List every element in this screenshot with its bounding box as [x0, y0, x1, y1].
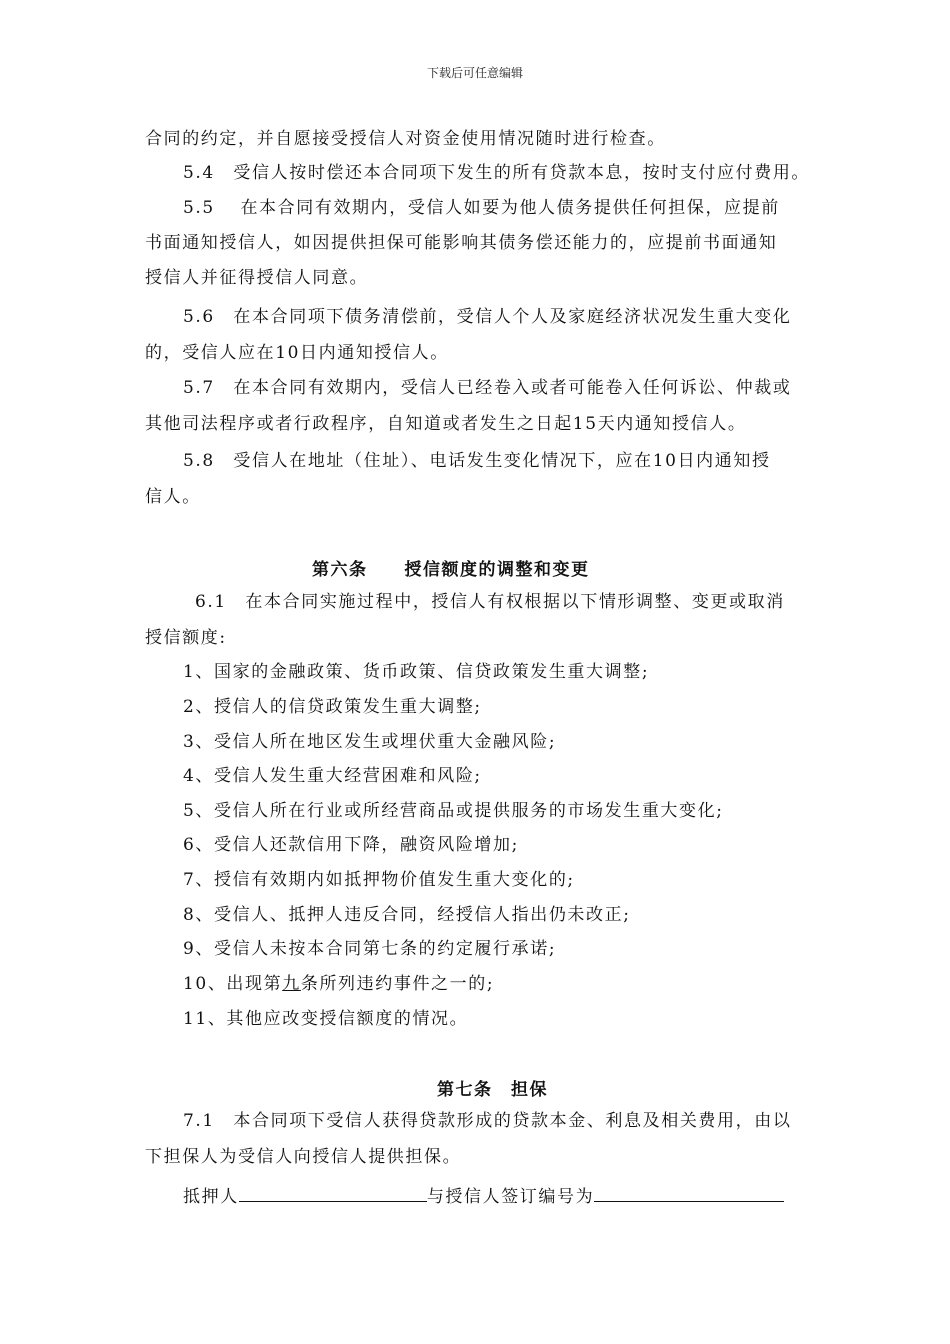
clause-5-8: 5.8 受信人在地址（住址）、电话发生变化情况下，应在10日内通知授 — [183, 451, 771, 471]
clause-5-4: 5.4 受信人按时偿还本合同项下发生的所有贷款本息，按时支付应付费用。 — [183, 163, 811, 183]
list-item-text: 条所列违约事件之一的; — [300, 974, 495, 994]
list-item: 6、受信人还款信用下降，融资风险增加; — [183, 835, 519, 855]
article-6-heading: 第六条 授信额度的调整和变更 — [312, 560, 590, 580]
paragraph-line: 授信人并征得授信人同意。 — [145, 268, 369, 288]
list-item: 3、受信人所在地区发生或埋伏重大金融风险; — [183, 732, 557, 752]
paragraph-line: 其他司法程序或者行政程序，自知道或者发生之日起15天内通知授信人。 — [145, 414, 747, 434]
list-item: 11、其他应改变授信额度的情况。 — [183, 1009, 469, 1029]
clause-5-7: 5.7 在本合同有效期内，受信人已经卷入或者可能卷入任何诉讼、仲裁或 — [183, 378, 792, 398]
paragraph-line: 的，受信人应在10日内通知授信人。 — [145, 343, 449, 363]
paragraph-line: 下担保人为受信人向授信人提供担保。 — [145, 1147, 462, 1167]
article-7-heading: 第七条 担保 — [437, 1080, 548, 1100]
list-item: 9、受信人未按本合同第七条的约定履行承诺; — [183, 939, 557, 959]
mortgagor-blank[interactable] — [239, 1183, 427, 1202]
clause-5-6: 5.6 在本合同项下债务清偿前，受信人个人及家庭经济状况发生重大变化 — [183, 307, 792, 327]
list-item: 5、受信人所在行业或所经营商品或提供服务的市场发生重大变化; — [183, 801, 724, 821]
contract-number-blank[interactable] — [594, 1183, 784, 1202]
list-item: 1、国家的金融政策、货币政策、信贷政策发生重大调整; — [183, 662, 650, 682]
underlined-article-ref: 九 — [282, 974, 301, 994]
paragraph-line: 授信额度: — [145, 628, 227, 648]
list-item: 2、授信人的信贷政策发生重大调整; — [183, 697, 482, 717]
contract-number-label: 与授信人签订编号为 — [426, 1187, 595, 1207]
paragraph-line: 书面通知授信人，如因提供担保可能影响其债务偿还能力的，应提前书面通知 — [145, 233, 778, 253]
clause-7-1: 7.1 本合同项下受信人获得贷款形成的贷款本金、利息及相关费用，由以 — [183, 1111, 792, 1131]
list-item: 7、授信有效期内如抵押物价值发生重大变化的; — [183, 870, 575, 890]
signature-line — [183, 1183, 784, 1208]
list-item: 8、受信人、抵押人违反合同，经授信人指出仍未改正; — [183, 905, 631, 925]
paragraph-line: 合同的约定，并自愿接受授信人对资金使用情况随时进行检查。 — [145, 129, 666, 149]
paragraph-line: 信人。 — [145, 487, 201, 507]
list-item-text: 10、出现第 — [183, 974, 283, 994]
page-header: 下载后可任意编辑 — [426, 66, 523, 80]
clause-5-5: 5.5 在本合同有效期内，受信人如要为他人债务提供任何担保，应提前 — [183, 198, 780, 218]
mortgagor-label: 抵押人 — [183, 1187, 239, 1207]
list-item — [183, 973, 494, 995]
clause-6-1: 6.1 在本合同实施过程中，授信人有权根据以下情形调整、变更或取消 — [195, 592, 785, 612]
list-item: 4、受信人发生重大经营困难和风险; — [183, 766, 482, 786]
